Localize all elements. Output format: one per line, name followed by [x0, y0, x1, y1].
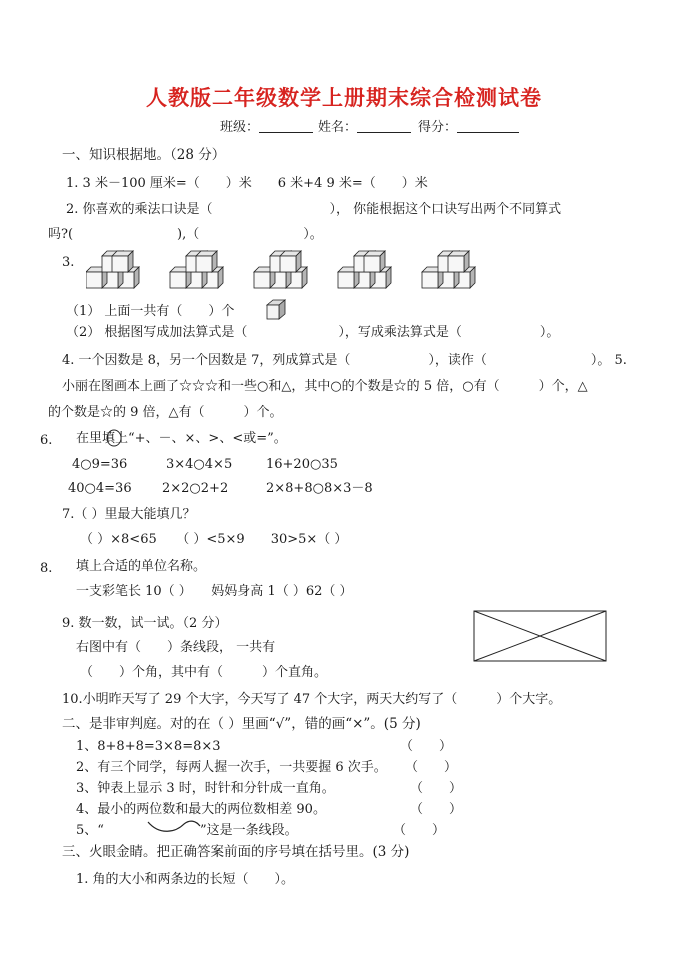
judge-paren-2[interactable]: （ ）	[405, 760, 458, 775]
judge-paren-5[interactable]: （ ）	[393, 823, 446, 838]
score-blank[interactable]	[457, 118, 519, 133]
class-field	[220, 118, 313, 137]
question-8-number: 8.	[40, 561, 53, 576]
name-blank[interactable]	[357, 118, 411, 133]
curve-line-figure	[146, 818, 202, 834]
class-blank[interactable]	[259, 118, 313, 133]
question-4: 4. 一个因数是 8，另一个因数是 7，列成算式是（ ），读作（ ）。 5.	[62, 353, 627, 368]
question-9-line-2: （ ）个角，其中有（ ）个直角。	[80, 665, 328, 680]
name-field	[318, 118, 411, 137]
score-field	[418, 118, 519, 137]
question-5-line-1: 小丽在图画本上画了☆☆☆和一些○和△，其中○的个数是☆的 5 倍，○有（ ）个，△	[62, 379, 588, 394]
question-5-line-2: 的个数是☆的 9 倍，△有（ ）个。	[48, 405, 283, 420]
cube-figures	[86, 244, 506, 294]
question-2-line-2: 吗?( ),（ ）。	[48, 227, 323, 242]
section-2-heading: 二、是非审判庭。对的在（ ）里画“√”，错的画“×”。(5 分)	[62, 716, 421, 732]
q6-r1-b: 3×4○4×5	[166, 457, 233, 472]
question-9-line-1: 右图中有（ ）条线段， 一共有	[76, 640, 276, 655]
q6-r2-c: 2×8+8○8×3－8	[266, 481, 373, 496]
question-7-items: （ ）×8<65 （ ）<5×9 30>5×（ ）	[80, 532, 348, 547]
cube-g0-t2	[112, 251, 133, 272]
question-1: 1. 3 米－100 厘米=（ ）米 6 米+4 9 米=（ ）米	[66, 176, 428, 191]
question-6-number: 6.	[40, 433, 53, 448]
section-3-heading: 三、火眼金睛。把正确答案前面的序号填在括号里。(3 分)	[62, 844, 410, 860]
cube-g2-t2	[280, 251, 301, 272]
question-9: 9. 数一数，试一试。（2 分）	[62, 616, 228, 631]
q6-r1-c: 16+20○35	[266, 457, 338, 472]
judge-item-2: 2、有三个同学，每两人握一次手，一共要握 6 次手。	[76, 760, 387, 775]
question-6-text: 在里填上“+、－、×、>、<或=”。	[76, 431, 287, 446]
q6-r2-a: 40○4=36	[68, 481, 132, 496]
section-3-question-1: 1. 角的大小和两条边的长短（ ）。	[76, 872, 295, 887]
class-label: 班级：	[220, 120, 260, 135]
small-cube-icon	[263, 298, 287, 324]
rectangle-cross-figure	[473, 610, 607, 662]
question-3-part-2: （2） 根据图写成加法算式是（ ），写成乘法算式是（ ）。	[66, 325, 560, 340]
judge-item-5-post: ”这是一条线段。	[200, 823, 298, 838]
judge-item-5-pre: 5、“	[76, 823, 104, 838]
judge-paren-4[interactable]: （ ）	[410, 802, 463, 817]
question-7: 7.（ ）里最大能填几？	[62, 507, 196, 522]
judge-paren-3[interactable]: （ ）	[410, 781, 463, 796]
question-10: 10.小明昨天写了 29 个大字，今天写了 47 个大字，两天大约写了（ ）个大字。	[62, 692, 562, 707]
question-3-part-1	[66, 303, 234, 321]
judge-paren-1[interactable]: （ ）	[400, 739, 453, 754]
cube-g3-t2	[364, 251, 385, 272]
q6-r1-a: 4○9=36	[72, 457, 128, 472]
circle-mark-icon	[105, 428, 123, 448]
score-label: 得分：	[418, 120, 458, 135]
judge-item-1: 1、8+8+8=3×8=8×3	[76, 739, 221, 754]
q6-r2-b: 2×2○2+2	[162, 481, 229, 496]
cube-g1-t2	[196, 251, 217, 272]
judge-item-4: 4、最小的两位数和最大的两位数相差 90。	[76, 802, 326, 817]
question-2-line-1: 2. 你喜欢的乘法口诀是（ ）， 你能根据这个口诀写出两个不同算式	[66, 202, 562, 217]
question-3-part-1-text: （1） 上面一共有（ ）个	[66, 304, 235, 319]
question-3-number: 3.	[62, 255, 75, 270]
section-1-heading: 一、知识根据地。（28 分）	[62, 147, 226, 163]
cube-g4-t2	[448, 251, 469, 272]
judge-item-3: 3、钟表上显示 3 时，时针和分针成一直角。	[76, 781, 335, 796]
name-label: 姓名：	[318, 120, 358, 135]
question-8-text: 填上合适的单位名称。	[76, 559, 207, 574]
page-title: 人教版二年级数学上册期末综合检测试卷	[146, 86, 542, 110]
question-8-items: 一支彩笔长 10（ ） 妈妈身高 1（ ）62（ ）	[76, 584, 353, 599]
